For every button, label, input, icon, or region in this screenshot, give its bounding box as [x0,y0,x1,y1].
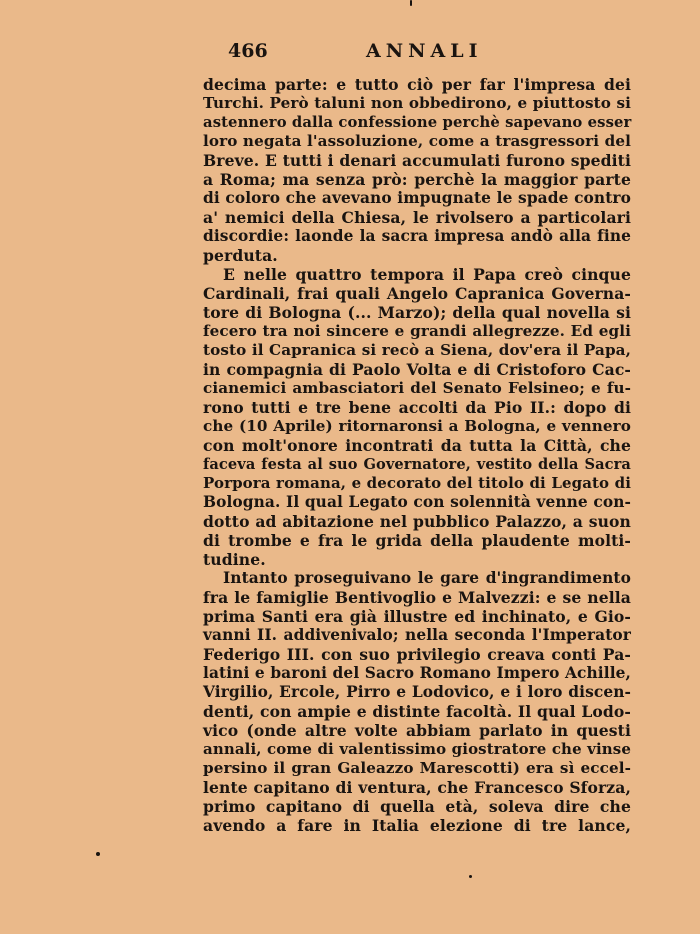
text-line: fecero tra noi sincere e grandi allegrezze. Ed egli [203,322,631,340]
text-line: latini e baroni del Sacro Romano Impero Achille, [203,664,631,682]
text-line: Cardinali, frai quali Angelo Capranica Governa- [203,284,631,303]
text-line: che (10 Aprile) ritornaronsi a Bologna, e vennero [203,417,631,435]
text-line: Federigo III. con suo privilegio creava conti Pa- [203,645,631,664]
text-line: a' nemici della Chiesa, le rivolsero a particolari [203,208,631,227]
text-line: a Roma; ma senza prò: perchè la maggior parte [203,170,631,189]
text-line: Porpora romana, e decorato del titolo di Legato di [203,474,631,492]
text-line: fra le famiglie Bentivoglio e Malvezzi: e se nella [203,588,631,607]
text-line: Breve. E tutti i denari accumulati furono spediti [203,151,631,170]
text-line: Virgilio, Ercole, Pirro e Lodovico, e i loro discen- [203,683,631,701]
print-speck [96,852,100,856]
page-header [228,40,628,66]
text-line: primo capitano di quella età, soleva dire che [203,797,631,816]
text-line: vico (onde altre volte abbiam parlato in questi [203,721,631,740]
text-line: prima Santi era già illustre ed inchinato, e Gio- [203,607,631,626]
text-line: discordie: laonde la sacra impresa andò alla fine [203,227,631,245]
text-line: rono tutti e tre bene accolti da Pio II.: dopo di [203,398,631,417]
text-line: tore di Bologna (... Marzo); della qual novella si [203,303,631,322]
text-line: tudine. [203,550,266,569]
text-line: annali, come di valentissimo giostratore che vinse [203,740,631,758]
print-speck [410,0,412,6]
text-line: faceva festa al suo Governatore, vestito della Sacra [203,456,631,473]
text-line: dotto ad abitazione nel pubblico Palazzo, a suon [203,512,631,531]
text-line: vanni II. addivenivalo; nella seconda l'Imperator [203,626,631,644]
text-line: Bologna. Il qual Legato con solennità venne con- [203,493,631,511]
text-line: cianemici ambasciatori del Senato Felsineo; e fu- [203,379,631,397]
text-line: decima parte: e tutto ciò per far l'impresa dei [203,75,631,94]
text-line: loro negata l'assoluzione, come a trasgressori del [203,132,631,150]
text-line: in compagnia di Paolo Volta e di Cristoforo Cac- [203,360,631,379]
running-title: ANNALI [366,40,483,62]
text-line: Intanto proseguivano le gare d'ingrandimento [223,569,631,587]
text-line: di trombe e fra le grida della plaudente molti- [203,531,631,550]
text-line: di coloro che avevano impugnate le spade contro [203,189,631,207]
text-line: perduta. [203,246,278,265]
body-text [203,75,631,835]
text-line: Turchi. Però taluni non obbedirono, e piuttosto si [203,94,631,112]
text-line: con molt'onore incontrati da tutta la Città, che [203,436,631,455]
text-line: lente capitano di ventura, che Francesco Sforza, [203,778,631,797]
print-speck [469,875,472,878]
text-line: E nelle quattro tempora il Papa creò cinque [223,265,631,284]
text-line: denti, con ampie e distinte facoltà. Il qual Lodo- [203,702,631,721]
text-line: persino il gran Galeazzo Marescotti) era sì eccel- [203,759,631,777]
page-number: 466 [228,40,268,62]
text-line: avendo a fare in Italia elezione di tre lance, [203,816,631,835]
text-line: astennero dalla confessione perchè sapevano esser [203,114,632,131]
text-line: tosto il Capranica si recò a Siena, dov'era il Papa, [203,341,631,359]
